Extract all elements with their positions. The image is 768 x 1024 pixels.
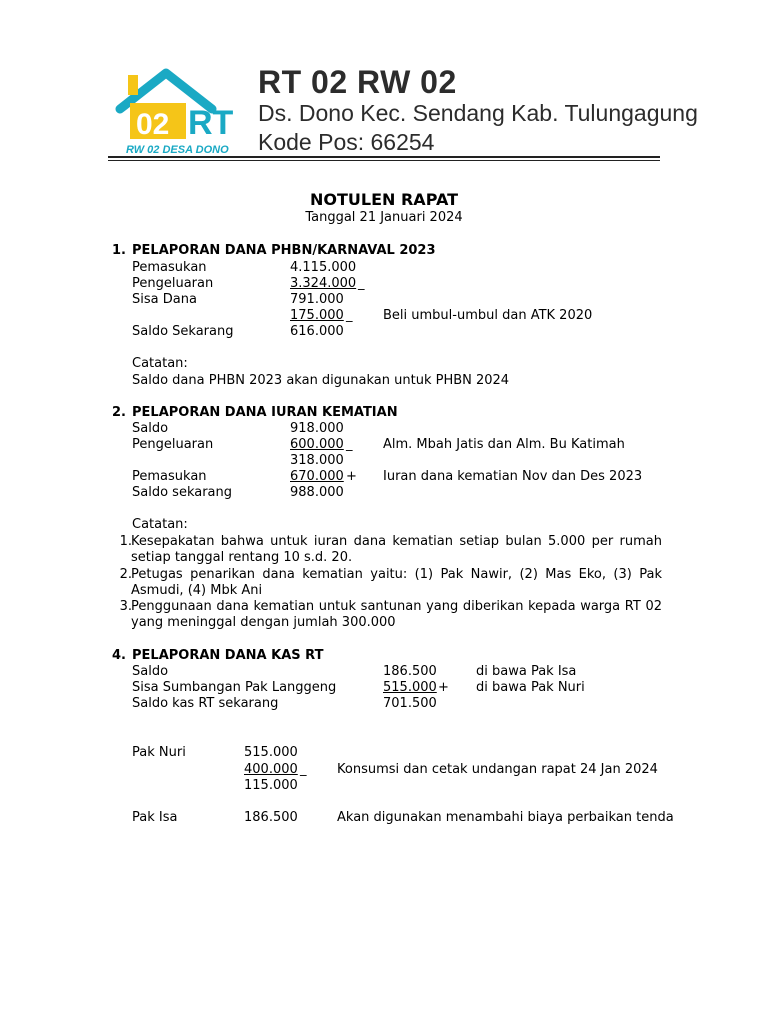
s2-row-operator: _ — [346, 437, 353, 452]
s2-row-value: 600.000 — [290, 437, 344, 452]
s1-row-value: 175.000 — [290, 308, 344, 323]
header-divider-thin — [108, 160, 660, 161]
document-title: NOTULEN RAPAT — [310, 190, 458, 209]
isa-label: Pak Isa — [132, 810, 178, 825]
s2-note-item: Kesepakatan bahwa untuk iuran dana kematian setiap bulan 5.000 per rumah setiap tanggal rentang 10 s.d. 20. — [131, 534, 662, 565]
s1-row-label: Sisa Dana — [132, 292, 197, 307]
rt-logo — [114, 67, 254, 157]
s1-note-label: Catatan: — [132, 356, 188, 371]
s1-row-value: 616.000 — [290, 324, 344, 339]
s2-row-value: 988.000 — [290, 485, 344, 500]
nuri-label: Pak Nuri — [132, 745, 186, 760]
isa-note: Akan digunakan menambahi biaya perbaikan tenda — [337, 810, 674, 825]
s2-row-label: Pengeluaran — [132, 437, 214, 452]
logo-subtitle: RW 02 DESA DONO — [126, 144, 229, 156]
s4-row-label: Saldo kas RT sekarang — [132, 696, 279, 711]
s2-note-number: 3. — [119, 599, 132, 614]
s1-row-label: Pemasukan — [132, 260, 207, 275]
org-name: RT 02 RW 02 — [258, 64, 457, 100]
s2-note-number: 1. — [119, 534, 132, 549]
org-address: Ds. Dono Kec. Sendang Kab. Tulungagung — [258, 100, 698, 126]
s2-row-operator: + — [346, 469, 357, 484]
s2-row-label: Pemasukan — [132, 469, 207, 484]
s2-note-label: Catatan: — [132, 517, 188, 532]
org-postcode: Kode Pos: 66254 — [258, 129, 435, 155]
s1-row-operator: _ — [358, 276, 365, 291]
s2-row-value: 670.000 — [290, 469, 344, 484]
nuri-note: Konsumsi dan cetak undangan rapat 24 Jan 2024 — [337, 762, 658, 777]
s4-row-label: Saldo — [132, 664, 169, 679]
section-1-heading: PELAPORAN DANA PHBN/KARNAVAL 2023 — [132, 243, 436, 258]
s1-row-note: Beli umbul-umbul dan ATK 2020 — [383, 308, 593, 323]
s1-row-label: Pengeluaran — [132, 276, 214, 291]
s4-row-value: 701.500 — [383, 696, 437, 711]
s2-row-value: 918.000 — [290, 421, 344, 436]
section-2-number: 2. — [112, 405, 126, 420]
section-1-number: 1. — [112, 243, 126, 258]
s4-row-note: di bawa Pak Nuri — [476, 680, 585, 695]
s2-row-note: Alm. Mbah Jatis dan Alm. Bu Katimah — [383, 437, 625, 452]
s1-note-text: Saldo dana PHBN 2023 akan digunakan untuk PHBN 2024 — [132, 373, 510, 388]
header-divider — [108, 156, 660, 158]
section-4-number: 4. — [112, 648, 126, 663]
s2-note-number: 2. — [119, 567, 132, 582]
s4-row-operator: + — [438, 680, 449, 695]
section-2-heading: PELAPORAN DANA IURAN KEMATIAN — [132, 405, 398, 420]
s2-note-item: Penggunaan dana kematian untuk santunan yang diberikan kepada warga RT 02 yang meninggal dengan jumlah 300.000 — [131, 599, 662, 630]
logo-badge-text: 02 — [136, 108, 170, 141]
s2-row-value: 318.000 — [290, 453, 344, 468]
nuri-value-2: 400.000 — [244, 762, 298, 777]
s4-row-value: 186.500 — [383, 664, 437, 679]
nuri-value-3: 115.000 — [244, 778, 298, 793]
s4-row-note: di bawa Pak Isa — [476, 664, 577, 679]
s1-row-value: 4.115.000 — [290, 260, 357, 275]
s1-row-label: Saldo Sekarang — [132, 324, 234, 339]
nuri-value-1: 515.000 — [244, 745, 298, 760]
s1-row-value: 3.324.000 — [290, 276, 357, 291]
s2-row-note: Iuran dana kematian Nov dan Des 2023 — [383, 469, 643, 484]
letterhead — [108, 62, 698, 162]
section-4-heading: PELAPORAN DANA KAS RT — [132, 648, 324, 663]
s4-row-label: Sisa Sumbangan Pak Langgeng — [132, 680, 337, 695]
logo-rt-text: RT — [188, 104, 234, 142]
document-date: Tanggal 21 Januari 2024 — [305, 210, 463, 225]
s1-row-operator: _ — [346, 308, 353, 323]
isa-value: 186.500 — [244, 810, 298, 825]
s2-row-label: Saldo sekarang — [132, 485, 233, 500]
s2-row-label: Saldo — [132, 421, 169, 436]
s2-note-item: Petugas penarikan dana kematian yaitu: (1) Pak Nawir, (2) Mas Eko, (3) Pak Asmudi, (4) Mbk Ani — [131, 567, 662, 598]
s1-row-value: 791.000 — [290, 292, 344, 307]
nuri-operator: _ — [300, 762, 307, 777]
s4-row-value: 515.000 — [383, 680, 437, 695]
